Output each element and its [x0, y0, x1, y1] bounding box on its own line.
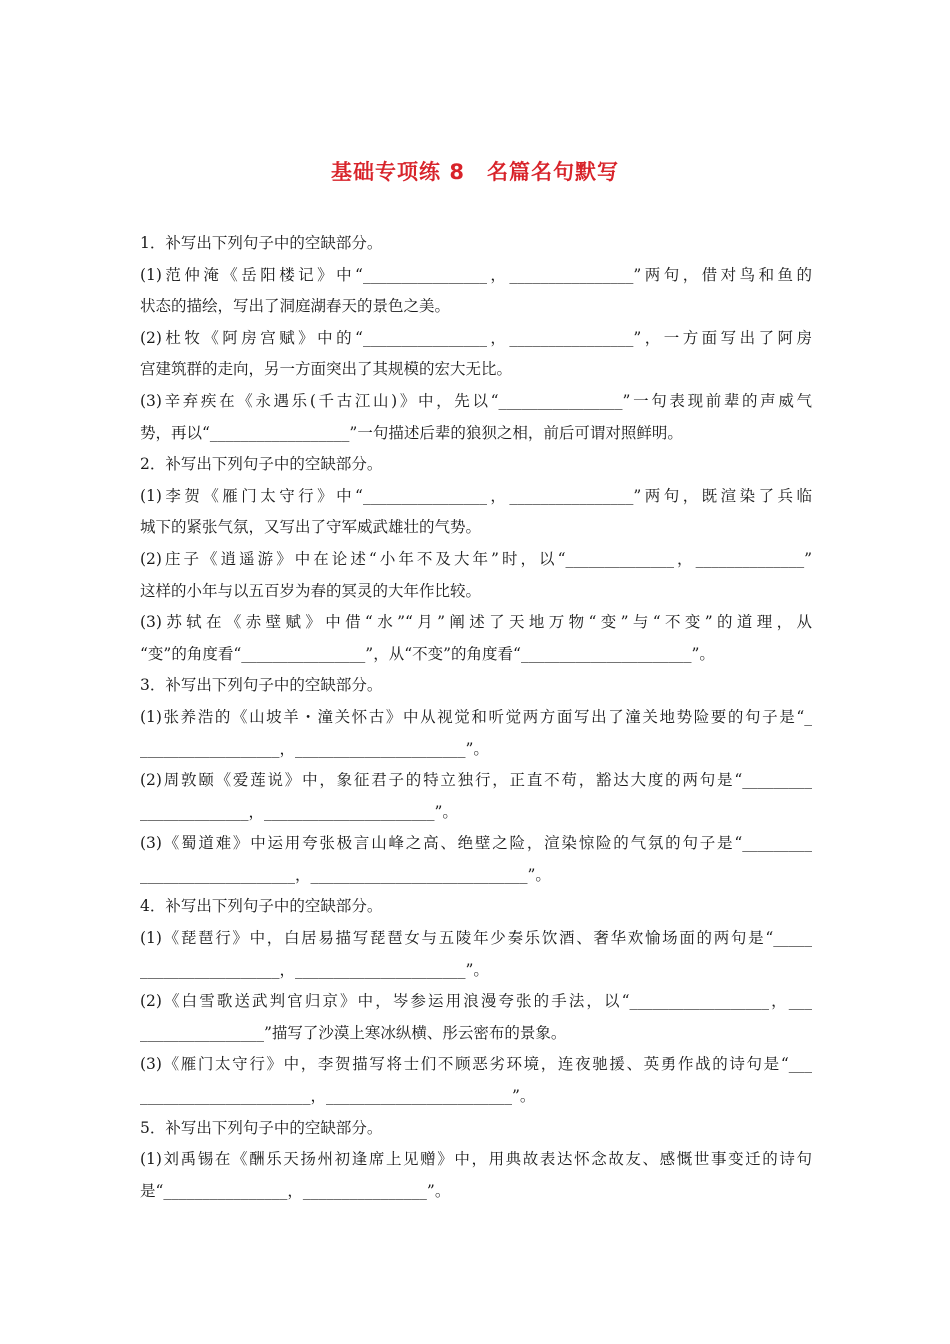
question-2-item-2-text-cont: 这样的小年与以五百岁为春的冥灵的大年作比较。: [140, 581, 482, 600]
question-1-item-3-text: (3)辛弃疾在《永遇乐(千古江山)》中，先以“________________”一句表现前辈的声威气: [140, 391, 812, 410]
question-1-item-1-text-cont: 状态的描绘，写出了洞庭湖春天的景色之美。: [140, 297, 451, 316]
question-1-item-2-text: (2)杜牧《阿房宫赋》中的“________________，________________”，一方面写出了阿房: [140, 328, 812, 347]
question-2-heading: 2．补写出下列句子中的空缺部分。: [140, 455, 383, 474]
question-4-item-1-text: (1)《琵琶行》中，白居易描写琵琶女与五陵年少奏乐饮酒、奢华欢愉场面的两句是“_____: [140, 929, 812, 948]
question-2-item-1-text-cont: 城下的紧张气氛，又写出了守军威武雄壮的气势。: [140, 518, 482, 537]
question-4-heading: 4．补写出下列句子中的空缺部分。: [140, 897, 383, 916]
question-3-item-2-text-cont: ______________，______________________”。: [140, 802, 458, 821]
question-5-heading: 5．补写出下列句子中的空缺部分。: [140, 1118, 383, 1137]
question-2-item-3-text-cont: “变”的角度看“________________”，从“不变”的角度看“______________________”。: [140, 644, 715, 663]
question-3-item-1-text: (1)张养浩的《山坡羊・潼关怀古》中从视觉和听觉两方面写出了潼关地势险要的句子是“_: [140, 707, 812, 726]
page-title: 基础专项练 8 名篇名句默写: [331, 160, 619, 184]
question-1-item-1-text: (1)范仲淹《岳阳楼记》中“________________，________________”两句，借对鸟和鱼的: [140, 265, 812, 284]
question-2-item-2-text: (2)庄子《逍遥游》中在论述“小年不及大年”时，以“______________，______________”: [140, 549, 812, 568]
exercise-body: [140, 228, 812, 1207]
question-3-item-3-text-cont: ____________________，____________________________”。: [140, 865, 551, 884]
question-4-item-2-text-cont: ________________”描写了沙漠上寒冰纵横、彤云密布的景象。: [140, 1023, 567, 1042]
question-4-item-3-text-cont: ______________________，________________________”。: [140, 1087, 536, 1106]
question-1-item-2-text-cont: 宫建筑群的走向，另一方面突出了其规模的宏大无比。: [140, 360, 513, 379]
question-2-item-1-text: (1)李贺《雁门太守行》中“________________，________________”两句，既渲染了兵临: [140, 486, 812, 505]
question-2-item-3-text: (3)苏轼在《赤壁赋》中借“水”“月”阐述了天地万物“变”与“不变”的道理，从: [140, 613, 812, 632]
question-3-item-2-text: (2)周敦颐《爱莲说》中，象征君子的特立独行，正直不苟，豁达大度的两句是“_________: [140, 771, 812, 790]
question-4-item-1-text-cont: __________________，______________________”。: [140, 960, 489, 979]
question-4-item-2-text: (2)《白雪歌送武判官归京》中，岑参运用浪漫夸张的手法，以“__________________，___: [140, 992, 812, 1011]
question-5-item-1-text-cont: 是“________________，________________”。: [140, 1181, 451, 1200]
question-1-heading: 1．补写出下列句子中的空缺部分。: [140, 234, 383, 252]
question-3-item-3-text: (3)《蜀道难》中运用夸张极言山峰之高、绝壁之险，渲染惊险的气氛的句子是“_________: [140, 834, 812, 853]
question-1-item-3-text-cont: 势，再以“__________________”一句描述后辈的狼狈之相，前后可谓对照鲜明。: [140, 423, 683, 442]
question-4-item-3-text: (3)《雁门太守行》中，李贺描写将士们不顾恶劣环境，连夜驰援、英勇作战的诗句是“___: [140, 1055, 812, 1074]
question-5-item-1-text: (1)刘禹锡在《酬乐天扬州初逢席上见赠》中，用典故表达怀念故友、感慨世事变迁的诗句: [140, 1150, 812, 1169]
question-3-item-1-text-cont: __________________，______________________”。: [140, 739, 489, 758]
question-3-heading: 3．补写出下列句子中的空缺部分。: [140, 676, 383, 695]
